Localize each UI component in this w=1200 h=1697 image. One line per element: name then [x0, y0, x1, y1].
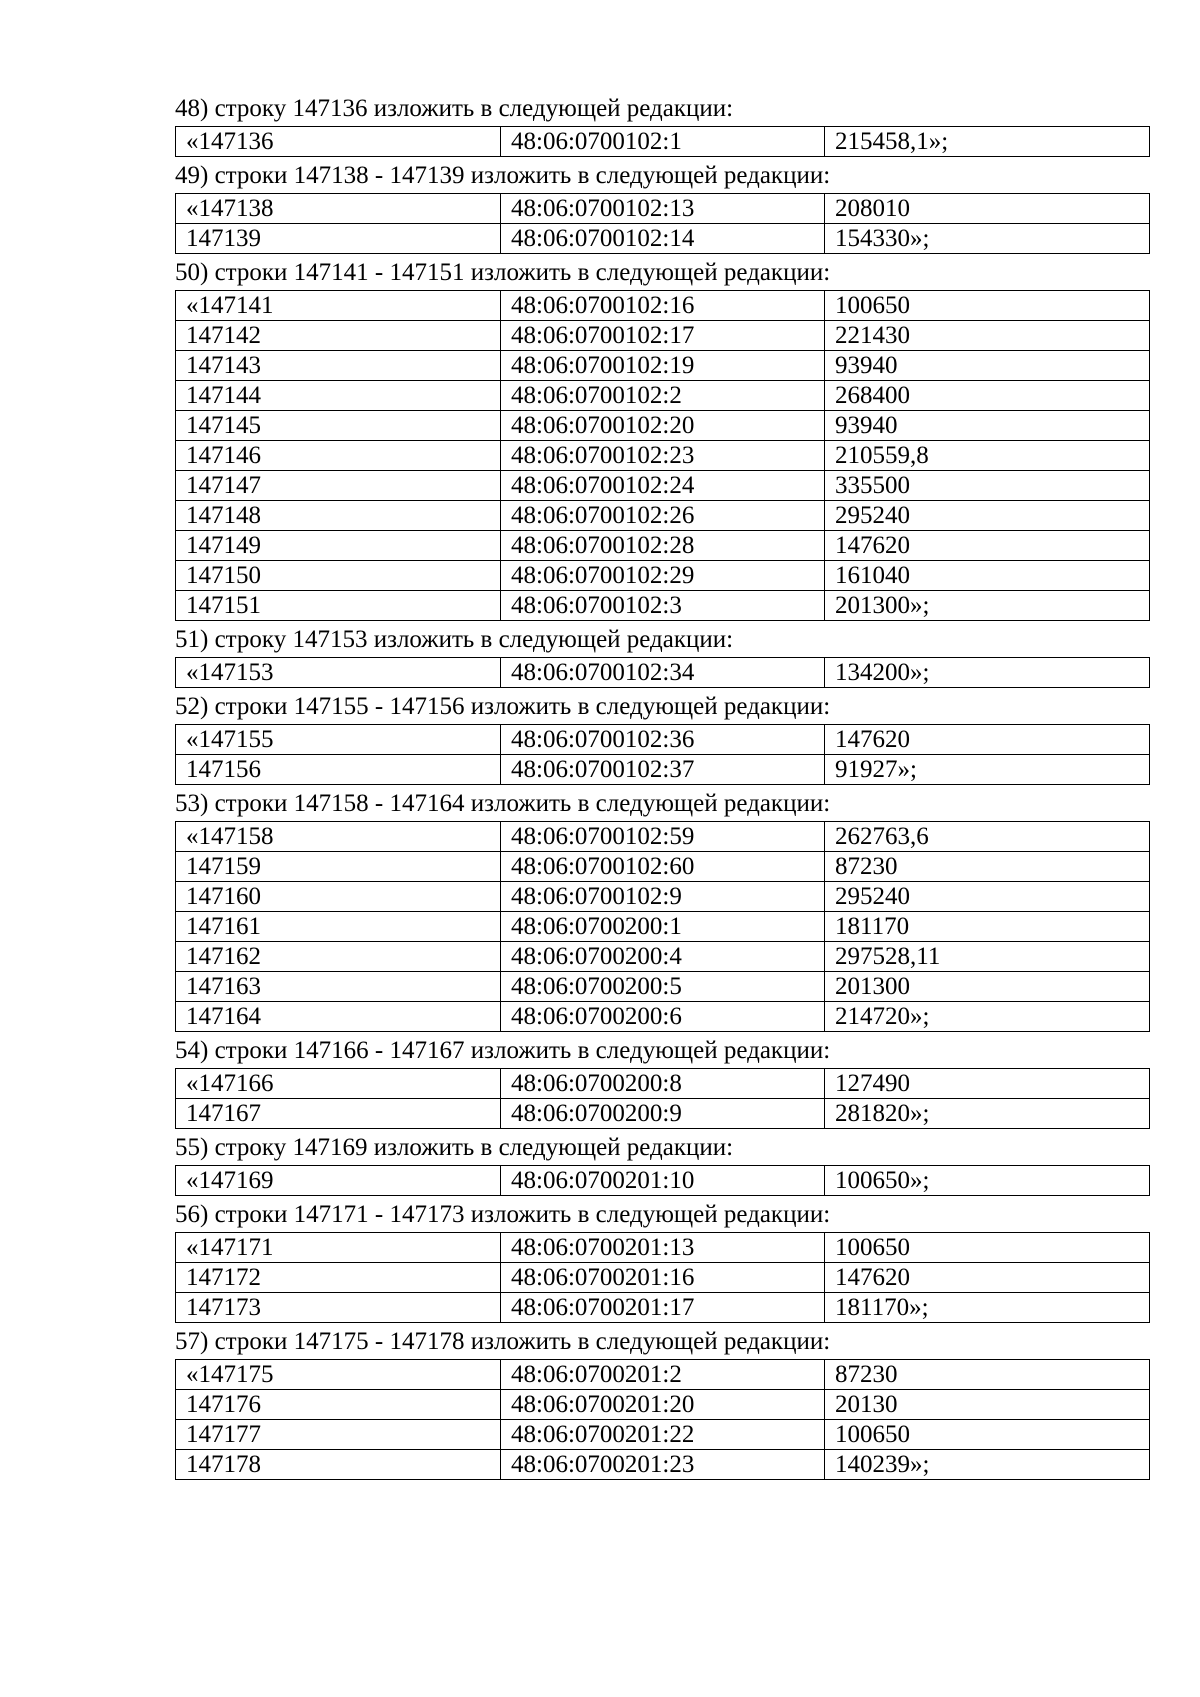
section-heading: 49) строки 147138 - 147139 изложить в следующей редакции: [175, 162, 831, 189]
amendment-table [175, 724, 1150, 785]
row-number-cell: «147175 [176, 1360, 501, 1390]
cadastral-number-cell: 48:06:0700102:23 [501, 441, 825, 471]
table-row [176, 561, 1150, 591]
table-row [176, 321, 1150, 351]
cadastral-number-cell: 48:06:0700201:10 [501, 1166, 825, 1196]
row-number-cell: 147162 [176, 942, 501, 972]
amendment-table [175, 1359, 1150, 1480]
row-number-cell: 147148 [176, 501, 501, 531]
cadastral-value-cell: 215458,1»; [825, 127, 1150, 157]
table-row [176, 127, 1150, 157]
cadastral-number-cell: 48:06:0700102:26 [501, 501, 825, 531]
table-row [176, 1293, 1150, 1323]
cadastral-value-cell: 127490 [825, 1069, 1150, 1099]
amendment-table [175, 1165, 1150, 1196]
table-row [176, 852, 1150, 882]
cadastral-number-cell: 48:06:0700102:37 [501, 755, 825, 785]
table-row [176, 441, 1150, 471]
cadastral-number-cell: 48:06:0700200:8 [501, 1069, 825, 1099]
cadastral-value-cell: 20130 [825, 1390, 1150, 1420]
cadastral-value-cell: 93940 [825, 411, 1150, 441]
cadastral-number-cell: 48:06:0700200:4 [501, 942, 825, 972]
amendment-table [175, 657, 1150, 688]
table-row [176, 1002, 1150, 1032]
cadastral-value-cell: 140239»; [825, 1450, 1150, 1480]
cadastral-value-cell: 100650 [825, 1233, 1150, 1263]
row-number-cell: 147144 [176, 381, 501, 411]
cadastral-value-cell: 100650 [825, 291, 1150, 321]
row-number-cell: 147161 [176, 912, 501, 942]
cadastral-value-cell: 154330»; [825, 224, 1150, 254]
table-row [176, 725, 1150, 755]
row-number-cell: 147145 [176, 411, 501, 441]
cadastral-value-cell: 335500 [825, 471, 1150, 501]
row-number-cell: 147156 [176, 755, 501, 785]
cadastral-value-cell: 91927»; [825, 755, 1150, 785]
cadastral-number-cell: 48:06:0700102:14 [501, 224, 825, 254]
cadastral-number-cell: 48:06:0700102:16 [501, 291, 825, 321]
row-number-cell: 147160 [176, 882, 501, 912]
table-row [176, 531, 1150, 561]
row-number-cell: 147167 [176, 1099, 501, 1129]
amendment-table [175, 193, 1150, 254]
row-number-cell: 147164 [176, 1002, 501, 1032]
table-row [176, 501, 1150, 531]
cadastral-number-cell: 48:06:0700201:23 [501, 1450, 825, 1480]
row-number-cell: 147159 [176, 852, 501, 882]
document-body [175, 94, 1149, 1484]
row-number-cell: «147141 [176, 291, 501, 321]
row-number-cell: 147177 [176, 1420, 501, 1450]
table-row [176, 1390, 1150, 1420]
cadastral-number-cell: 48:06:0700102:3 [501, 591, 825, 621]
row-number-cell: «147155 [176, 725, 501, 755]
cadastral-value-cell: 201300»; [825, 591, 1150, 621]
row-number-cell: 147151 [176, 591, 501, 621]
table-row [176, 1420, 1150, 1450]
cadastral-number-cell: 48:06:0700102:34 [501, 658, 825, 688]
cadastral-number-cell: 48:06:0700200:5 [501, 972, 825, 1002]
table-row [176, 972, 1150, 1002]
cadastral-number-cell: 48:06:0700102:9 [501, 882, 825, 912]
table-row [176, 351, 1150, 381]
cadastral-value-cell: 181170»; [825, 1293, 1150, 1323]
table-row [176, 1263, 1150, 1293]
row-number-cell: «147169 [176, 1166, 501, 1196]
table-row [176, 658, 1150, 688]
cadastral-value-cell: 281820»; [825, 1099, 1150, 1129]
row-number-cell: 147139 [176, 224, 501, 254]
row-number-cell: «147138 [176, 194, 501, 224]
section-heading: 50) строки 147141 - 147151 изложить в следующей редакции: [175, 259, 831, 286]
cadastral-number-cell: 48:06:0700102:1 [501, 127, 825, 157]
table-row [176, 1233, 1150, 1263]
row-number-cell: 147147 [176, 471, 501, 501]
section-heading: 56) строки 147171 - 147173 изложить в следующей редакции: [175, 1201, 831, 1228]
cadastral-number-cell: 48:06:0700102:60 [501, 852, 825, 882]
cadastral-value-cell: 214720»; [825, 1002, 1150, 1032]
cadastral-number-cell: 48:06:0700102:29 [501, 561, 825, 591]
table-row [176, 411, 1150, 441]
row-number-cell: 147142 [176, 321, 501, 351]
cadastral-value-cell: 221430 [825, 321, 1150, 351]
cadastral-value-cell: 147620 [825, 531, 1150, 561]
cadastral-value-cell: 100650 [825, 1420, 1150, 1450]
cadastral-value-cell: 87230 [825, 852, 1150, 882]
table-row [176, 291, 1150, 321]
row-number-cell: «147171 [176, 1233, 501, 1263]
cadastral-number-cell: 48:06:0700200:1 [501, 912, 825, 942]
table-row [176, 381, 1150, 411]
table-row [176, 882, 1150, 912]
row-number-cell: 147173 [176, 1293, 501, 1323]
section-heading: 57) строки 147175 - 147178 изложить в следующей редакции: [175, 1328, 831, 1355]
cadastral-number-cell: 48:06:0700102:20 [501, 411, 825, 441]
cadastral-value-cell: 297528,11 [825, 942, 1150, 972]
cadastral-value-cell: 147620 [825, 725, 1150, 755]
cadastral-number-cell: 48:06:0700201:13 [501, 1233, 825, 1263]
amendment-table [175, 1068, 1150, 1129]
table-row [176, 1099, 1150, 1129]
amendment-table [175, 126, 1150, 157]
cadastral-number-cell: 48:06:0700102:28 [501, 531, 825, 561]
row-number-cell: «147153 [176, 658, 501, 688]
cadastral-value-cell: 268400 [825, 381, 1150, 411]
cadastral-number-cell: 48:06:0700201:16 [501, 1263, 825, 1293]
section-heading: 52) строки 147155 - 147156 изложить в следующей редакции: [175, 693, 831, 720]
row-number-cell: 147146 [176, 441, 501, 471]
section-heading: 55) строку 147169 изложить в следующей редакции: [175, 1134, 734, 1161]
table-row [176, 1360, 1150, 1390]
row-number-cell: 147149 [176, 531, 501, 561]
cadastral-value-cell: 295240 [825, 501, 1150, 531]
table-row [176, 1166, 1150, 1196]
section-heading: 54) строки 147166 - 147167 изложить в следующей редакции: [175, 1037, 831, 1064]
cadastral-value-cell: 210559,8 [825, 441, 1150, 471]
table-row [176, 194, 1150, 224]
cadastral-value-cell: 100650»; [825, 1166, 1150, 1196]
cadastral-number-cell: 48:06:0700200:9 [501, 1099, 825, 1129]
cadastral-number-cell: 48:06:0700201:2 [501, 1360, 825, 1390]
amendment-table [175, 1232, 1150, 1323]
table-row [176, 1069, 1150, 1099]
table-row [176, 755, 1150, 785]
table-row [176, 942, 1150, 972]
row-number-cell: 147143 [176, 351, 501, 381]
row-number-cell: 147178 [176, 1450, 501, 1480]
cadastral-number-cell: 48:06:0700200:6 [501, 1002, 825, 1032]
cadastral-number-cell: 48:06:0700102:2 [501, 381, 825, 411]
cadastral-number-cell: 48:06:0700201:22 [501, 1420, 825, 1450]
section-heading: 48) строку 147136 изложить в следующей редакции: [175, 95, 734, 122]
cadastral-number-cell: 48:06:0700201:20 [501, 1390, 825, 1420]
row-number-cell: «147166 [176, 1069, 501, 1099]
cadastral-value-cell: 262763,6 [825, 822, 1150, 852]
amendment-table [175, 290, 1150, 621]
cadastral-number-cell: 48:06:0700102:59 [501, 822, 825, 852]
cadastral-number-cell: 48:06:0700102:36 [501, 725, 825, 755]
section-heading: 51) строку 147153 изложить в следующей редакции: [175, 626, 734, 653]
table-row [176, 471, 1150, 501]
cadastral-value-cell: 147620 [825, 1263, 1150, 1293]
cadastral-value-cell: 87230 [825, 1360, 1150, 1390]
cadastral-value-cell: 208010 [825, 194, 1150, 224]
cadastral-value-cell: 161040 [825, 561, 1150, 591]
row-number-cell: «147158 [176, 822, 501, 852]
row-number-cell: 147163 [176, 972, 501, 1002]
cadastral-number-cell: 48:06:0700102:24 [501, 471, 825, 501]
section-heading: 53) строки 147158 - 147164 изложить в следующей редакции: [175, 790, 831, 817]
cadastral-number-cell: 48:06:0700201:17 [501, 1293, 825, 1323]
row-number-cell: «147136 [176, 127, 501, 157]
table-row [176, 822, 1150, 852]
cadastral-value-cell: 181170 [825, 912, 1150, 942]
cadastral-value-cell: 93940 [825, 351, 1150, 381]
row-number-cell: 147176 [176, 1390, 501, 1420]
table-row [176, 591, 1150, 621]
table-row [176, 224, 1150, 254]
table-row [176, 912, 1150, 942]
amendment-table [175, 821, 1150, 1032]
row-number-cell: 147172 [176, 1263, 501, 1293]
table-row [176, 1450, 1150, 1480]
cadastral-value-cell: 134200»; [825, 658, 1150, 688]
cadastral-number-cell: 48:06:0700102:19 [501, 351, 825, 381]
cadastral-value-cell: 201300 [825, 972, 1150, 1002]
cadastral-number-cell: 48:06:0700102:17 [501, 321, 825, 351]
cadastral-number-cell: 48:06:0700102:13 [501, 194, 825, 224]
cadastral-value-cell: 295240 [825, 882, 1150, 912]
row-number-cell: 147150 [176, 561, 501, 591]
